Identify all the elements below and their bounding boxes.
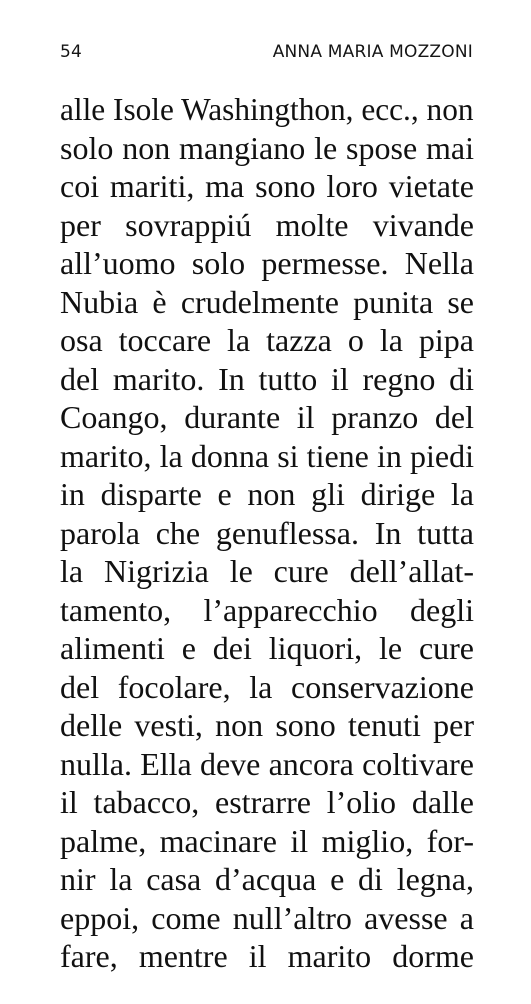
text-line: Nubia è crudelmente punita se [60,283,474,320]
text-line: alle Isole Washingthon, ecc., non [60,91,474,127]
page-number: 54 [60,42,83,62]
text-line: la Nigrizia le cure dell’allat- [60,553,474,589]
text-line: in disparte e non gli dirige la [60,476,474,512]
text-line: all’uomo solo permesse. Nella [60,245,474,281]
running-header [60,40,473,64]
text-line: alimenti e dei liquori, le cure [60,630,474,666]
text-line: nir la casa d’acqua e di legna, [60,861,474,897]
text-line: marito, la donna si tiene in piedi [60,437,474,474]
text-line: solo non mangiano le spose mai [60,129,474,166]
text-line: parola che genuflessa. In tutta [60,514,474,551]
text-line: osa toccare la tazza o la pipa [60,322,474,358]
text-line: il tabacco, estrarre l’olio dalle [60,784,474,820]
text-line: Coango, durante il pranzo del [60,399,474,435]
running-title: ANNA MARIA MOZZONI [272,42,473,62]
text-line: delle vesti, non sono tenuti per [60,707,474,743]
text-line: del marito. In tutto il regno di [60,360,474,397]
text-line: nulla. Ella deve ancora coltivare [60,745,474,782]
text-line: fare, mentre il marito dorme [60,938,474,974]
text-line: per sovrappiú molte vivande [60,206,474,243]
text-line: coi mariti, ma sono loro vietate [60,168,474,204]
body-text [60,90,474,976]
text-line: del focolare, la conservazione [60,668,474,705]
text-line: tamento, l’apparecchio degli [60,591,474,628]
text-line: eppoi, come null’altro avesse a [60,899,474,936]
text-line: palme, macinare il miglio, for- [60,822,474,859]
